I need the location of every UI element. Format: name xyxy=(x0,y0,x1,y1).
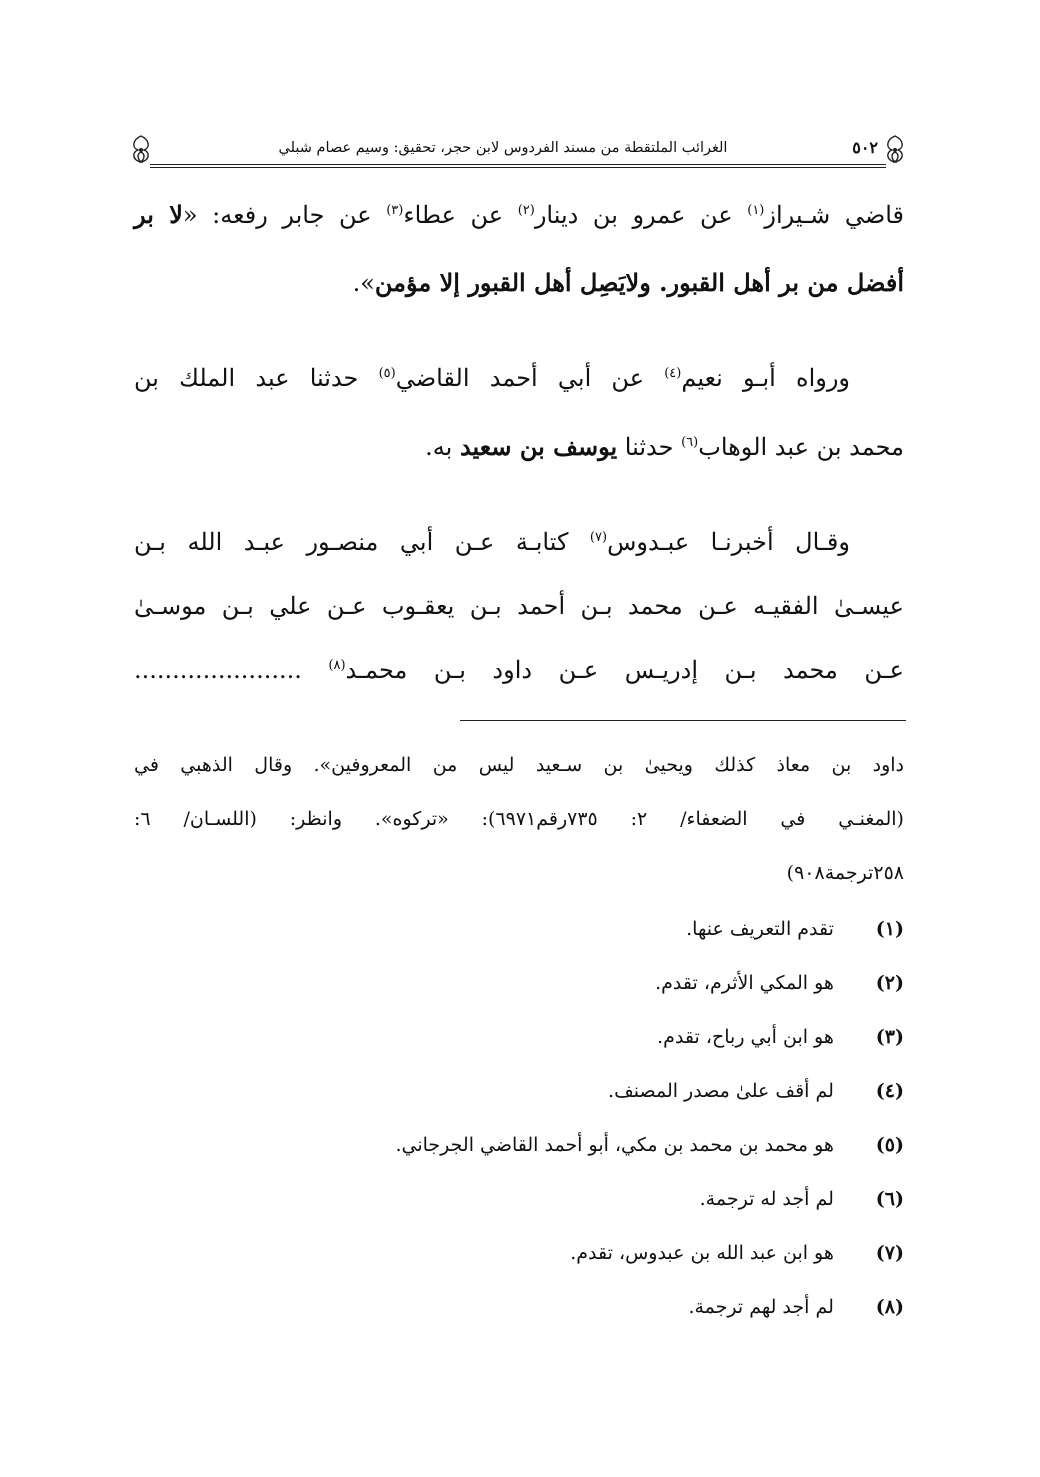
footnote-ref: (٨) xyxy=(328,658,346,673)
footnote-ref: (٧) xyxy=(589,530,608,545)
footnote-item: (٥) هو محمد بن محمد بن مكي، أبو أحمد القاضي الجرجاني. xyxy=(395,1134,904,1156)
footnote-ref: (٢) xyxy=(517,203,535,218)
footnote-number: (٧) xyxy=(875,1242,904,1264)
ornament-icon xyxy=(882,134,908,164)
footnote-number: (٥) xyxy=(875,1134,904,1156)
footnote-continuation: ٢٥٨ترجمة٩٠٨) xyxy=(786,862,904,884)
running-header xyxy=(128,132,908,168)
footnote-ref: (٣) xyxy=(386,203,404,218)
footnote-item: (١) تقدم التعريف عنها. xyxy=(686,918,904,940)
body-line: عـن محمد بـن إدريـس عـن داود بـن محمـد$^{(٨)}$ ...................... xyxy=(134,656,904,684)
footnote-item: (٧) هو ابن عبد الله بن عبدوس، تقدم. xyxy=(570,1242,904,1264)
footnote-item: (٣) هو ابن أبي رباح، تقدم. xyxy=(657,1026,904,1048)
hadith-text: لا بر xyxy=(134,200,183,229)
body-line: محمد بن عبد الوهاب$^{(٦)}$ حدثنا يوسف بن سعيد به. xyxy=(425,432,904,461)
footnote-number: (٣) xyxy=(875,1026,904,1048)
footnote-ref: (١) xyxy=(747,203,765,218)
footnote-number: (٢) xyxy=(875,972,904,994)
running-title: الغرائب الملتقطة من مسند الفردوس لابن حجر، تحقيق: وسيم عصام شبلي xyxy=(278,140,728,156)
ornament-icon xyxy=(128,134,154,164)
footnote-item: (٦) لم أجد له ترجمة. xyxy=(699,1188,904,1210)
hadith-text: أفضل من بر أهل القبور. ولايَصِل أهل القبور إلا مؤمن xyxy=(374,268,904,297)
footnote-item: (٤) لم أقف علىٰ مصدر المصنف. xyxy=(608,1080,904,1102)
page-number: ٥٠٢ xyxy=(852,138,878,157)
footnote-continuation: (المغنـي في الضعفاء/ ٢: ٧٣٥رقم٦٩٧١): «تركوه». وانظر: (اللسـان/ ٦: xyxy=(134,808,904,830)
footnote-number: (٨) xyxy=(875,1296,904,1318)
footnote-separator xyxy=(460,720,906,721)
footnote-ref: (٤) xyxy=(664,366,682,381)
body-line: وقـال أخبرنـا عبـدوس$^{(٧)}$ كتابـة عـن أبي منصـور عبـد الله بـن xyxy=(134,528,850,556)
footnote-number: (٤) xyxy=(875,1080,904,1102)
footnote-item: (٢) هو المكي الأثرم، تقدم. xyxy=(655,972,904,994)
body-line: قاضي شـيراز$^{(١)}$ عن عمرو بن دينار$^{(٢)}$ عن عطاء$^{(٣)}$ عن جابر رفعه: «لا بر xyxy=(134,200,905,229)
footnote-item: (٨) لم أجد لهم ترجمة. xyxy=(688,1296,904,1318)
footnote-ref: (٥) xyxy=(378,366,396,381)
footnote-number: (١) xyxy=(875,918,904,940)
narrator-name: يوسف بن سعيد xyxy=(459,432,618,461)
body-line: ورواه أبـو نعيم$^{(٤)}$ عن أبي أحمد القاضي$^{(٥)}$ حدثنا عبد الملك بن xyxy=(134,364,851,392)
footnote-number: (٦) xyxy=(875,1188,904,1210)
header-rule xyxy=(150,164,886,168)
body-line: عيسـىٰ الفقيـه عـن محمد بـن أحمد بـن يعقـوب عـن علي بـن موسـىٰ xyxy=(134,592,904,620)
footnote-ref: (٦) xyxy=(681,435,699,450)
body-line: أفضل من بر أهل القبور. ولايَصِل أهل القبور إلا مؤمن». xyxy=(352,268,904,297)
footnote-continuation: داود بن معاذ كذلك ويحيىٰ بن سـعيد ليس من المعروفين». وقال الذهبي في xyxy=(134,754,904,776)
